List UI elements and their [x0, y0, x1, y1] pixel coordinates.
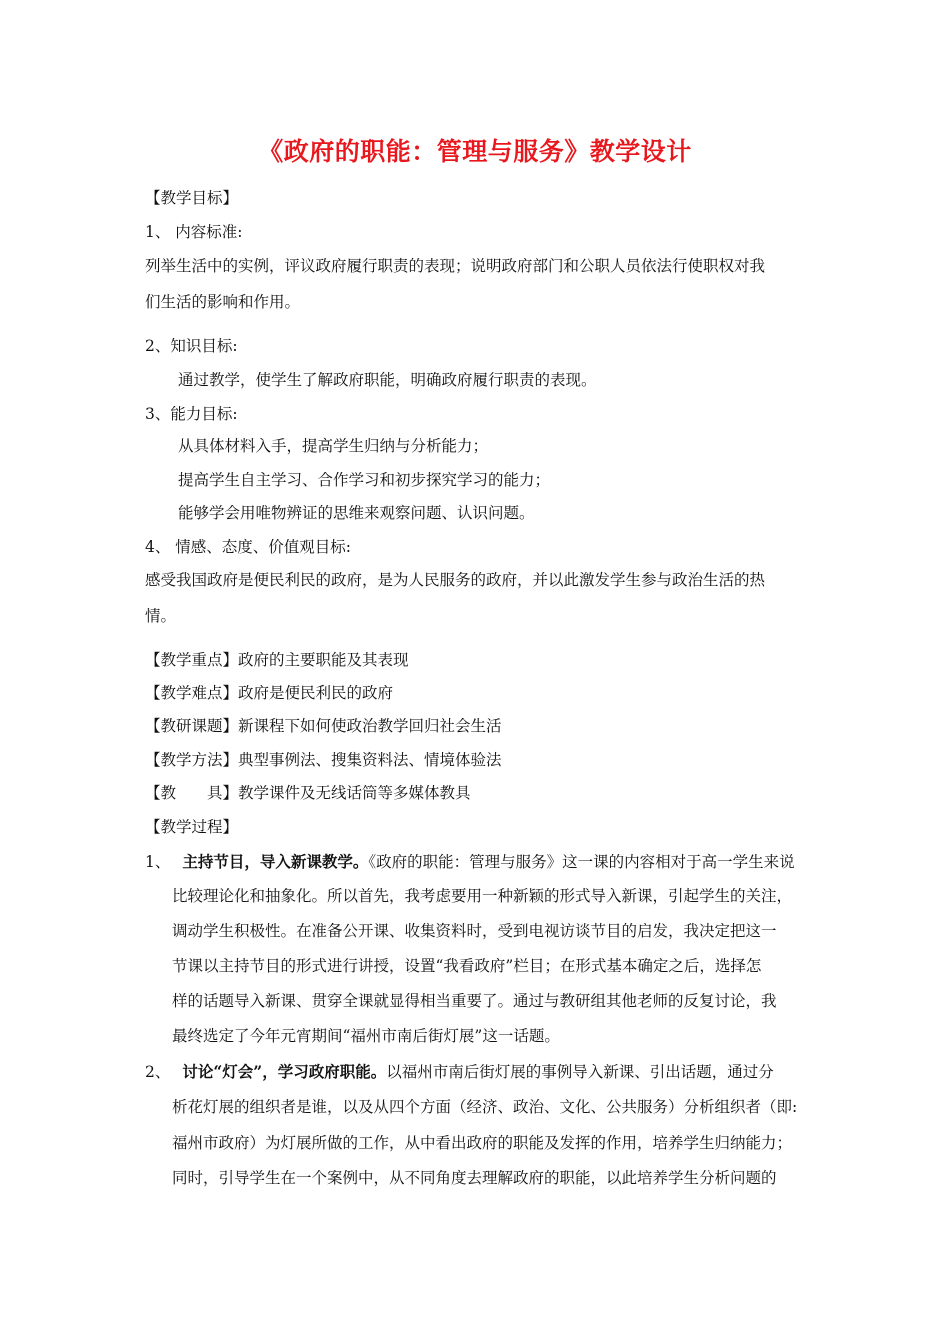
- process-step-1-line: 样的话题导入新课、贯穿全课就显得相当重要了。通过与教研组其他老师的反复讨论，我: [172, 992, 777, 1010]
- info-teaching-focus: 【教学重点】政府的主要职能及其表现: [145, 651, 409, 669]
- process-step-2-line: 同时，引导学生在一个案例中，从不同角度去理解政府的职能，以此培养学生分析问题的: [172, 1169, 777, 1187]
- info-teaching-difficulty: 【教学难点】政府是便民利民的政府: [145, 684, 394, 702]
- content-standard-heading: 1、 内容标准:: [145, 223, 243, 241]
- ability-line: 提高学生自主学习、合作学习和初步探究学习的能力；: [178, 471, 551, 489]
- process-step-1-line: 比较理论化和抽象化。所以首先，我考虑要用一种新颖的形式导入新课，引起学生的关注，: [172, 887, 793, 905]
- process-step-2-line: 福州市政府）为灯展所做的工作，从中看出政府的职能及发挥的作用，培养学生归纳能力；: [172, 1134, 793, 1152]
- process-step-1-line: 最终选定了今年元宵期间“福州市南后街灯展”这一话题。: [172, 1027, 560, 1045]
- info-teaching-method: 【教学方法】典型事例法、搜集资料法、情境体验法: [145, 751, 502, 769]
- emotion-line: 情。: [145, 607, 177, 625]
- process-step-1: 1、 主持节目，导入新课教学。《政府的职能：管理与服务》这一课的内容相对于高一学生来说: [145, 852, 795, 871]
- ability-line: 从具体材料入手，提高学生归纳与分析能力；: [178, 437, 489, 455]
- knowledge-heading: 2、知识目标:: [145, 337, 238, 355]
- emotion-heading: 4、 情感、态度、价值观目标:: [145, 538, 352, 556]
- knowledge-line: 通过教学，使学生了解政府职能，明确政府履行职责的表现。: [178, 371, 597, 389]
- objectives-header: 【教学目标】: [145, 189, 239, 207]
- process-step-1-line: 调动学生积极性。在准备公开课、收集资料时，受到电视访谈节目的启发，我决定把这一: [172, 922, 777, 940]
- info-research-topic: 【教研课题】新课程下如何使政治教学回归社会生活: [145, 717, 502, 735]
- emotion-line: 感受我国政府是便民利民的政府，是为人民服务的政府，并以此激发学生参与政治生活的热: [145, 571, 766, 589]
- process-header: 【教学过程】: [145, 818, 239, 836]
- process-step-1-line: 节课以主持节目的形式进行讲授，设置“我看政府”栏目；在形式基本确定之后，选择怎: [172, 957, 762, 975]
- process-step-2: 2、 讨论“灯会”，学习政府职能。以福州市南后街灯展的事例导入新课、引出话题，通过分: [145, 1062, 774, 1081]
- info-teaching-tools: 【教 具】教学课件及无线话筒等多媒体教具: [145, 784, 471, 802]
- ability-heading: 3、能力目标:: [145, 405, 238, 423]
- process-step-2-line: 析花灯展的组织者是谁，以及从四个方面（经济、政治、文化、公共服务）分析组织者（即:: [172, 1098, 798, 1116]
- content-standard-line: 列举生活中的实例，评议政府履行职责的表现；说明政府部门和公职人员依法行使职权对我: [145, 257, 766, 275]
- document-title: 《政府的职能：管理与服务》教学设计: [258, 137, 692, 166]
- content-standard-line: 们生活的影响和作用。: [145, 293, 301, 311]
- ability-line: 能够学会用唯物辨证的思维来观察问题、认识问题。: [178, 504, 535, 522]
